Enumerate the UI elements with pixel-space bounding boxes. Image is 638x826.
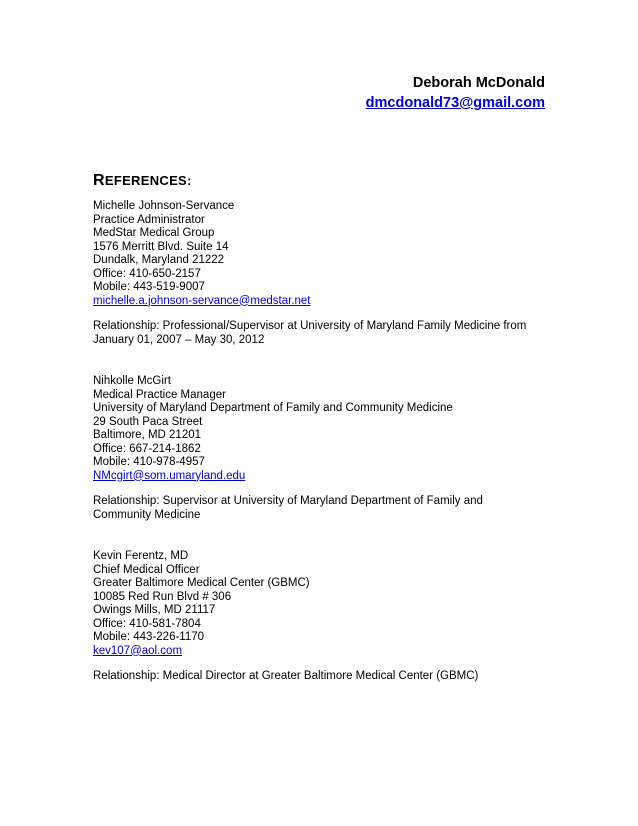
- references-list: [93, 200, 543, 684]
- reference-mobile-phone: Mobile: 443-519-9007: [93, 281, 205, 293]
- reference-entry: [93, 550, 543, 684]
- reference-relationship: Relationship: Supervisor at University of Maryland Department of Family and Community Medicine: [93, 495, 483, 521]
- reference-title: Medical Practice Manager: [93, 388, 226, 401]
- reference-mobile-phone: Mobile: 443-226-1170: [93, 631, 205, 643]
- spacer: [93, 347, 543, 375]
- reference-street: 29 South Paca Street: [93, 415, 203, 428]
- reference-office-phone: Office: 410-650-2157: [93, 267, 201, 280]
- reference-city: Owings Mills, MD 21117: [93, 604, 216, 616]
- author-email-link[interactable]: dmcdonald73@gmail.com: [365, 95, 545, 111]
- reference-organization: MedStar Medical Group: [93, 227, 215, 239]
- reference-entry: [93, 200, 543, 347]
- reference-email-link[interactable]: michelle.a.johnson-servance@medstar.net: [93, 294, 311, 307]
- reference-city: Dundalk, Maryland 21222: [93, 254, 225, 266]
- document-header: [366, 73, 545, 113]
- reference-name: Kevin Ferentz, MD: [93, 550, 189, 562]
- spacer: [93, 522, 543, 550]
- reference-organization: University of Maryland Department of Family and Community Medicine: [93, 402, 453, 414]
- reference-name: Michelle Johnson-Servance: [93, 200, 235, 212]
- reference-street: 1576 Merritt Blvd. Suite 14: [93, 240, 229, 253]
- reference-office-phone: Office: 410-581-7804: [93, 617, 201, 630]
- reference-title: Chief Medical Officer: [93, 563, 200, 576]
- reference-name: Nihkolle McGirt: [93, 375, 171, 387]
- reference-mobile-phone: Mobile: 410-978-4957: [93, 456, 205, 468]
- reference-organization: Greater Baltimore Medical Center (GBMC): [93, 577, 310, 589]
- author-name: Deborah McDonald: [412, 75, 545, 91]
- reference-relationship: Relationship: Medical Director at Greater Baltimore Medical Center (GBMC): [93, 670, 479, 682]
- reference-office-phone: Office: 667-214-1862: [93, 442, 201, 455]
- reference-entry: [93, 375, 543, 522]
- reference-email-link[interactable]: kev107@aol.com: [93, 644, 183, 657]
- reference-email-link[interactable]: NMcgirt@som.umaryland.edu: [93, 469, 246, 482]
- reference-street: 10085 Red Run Blvd # 306: [93, 590, 232, 603]
- references-heading: REFERENCES:: [93, 172, 192, 189]
- reference-city: Baltimore, MD 21201: [93, 429, 202, 441]
- reference-title: Practice Administrator: [93, 213, 205, 226]
- reference-relationship: Relationship: Professional/Supervisor at University of Maryland Family Medicine from January 01, 2007 – May 30, 2012: [93, 320, 527, 346]
